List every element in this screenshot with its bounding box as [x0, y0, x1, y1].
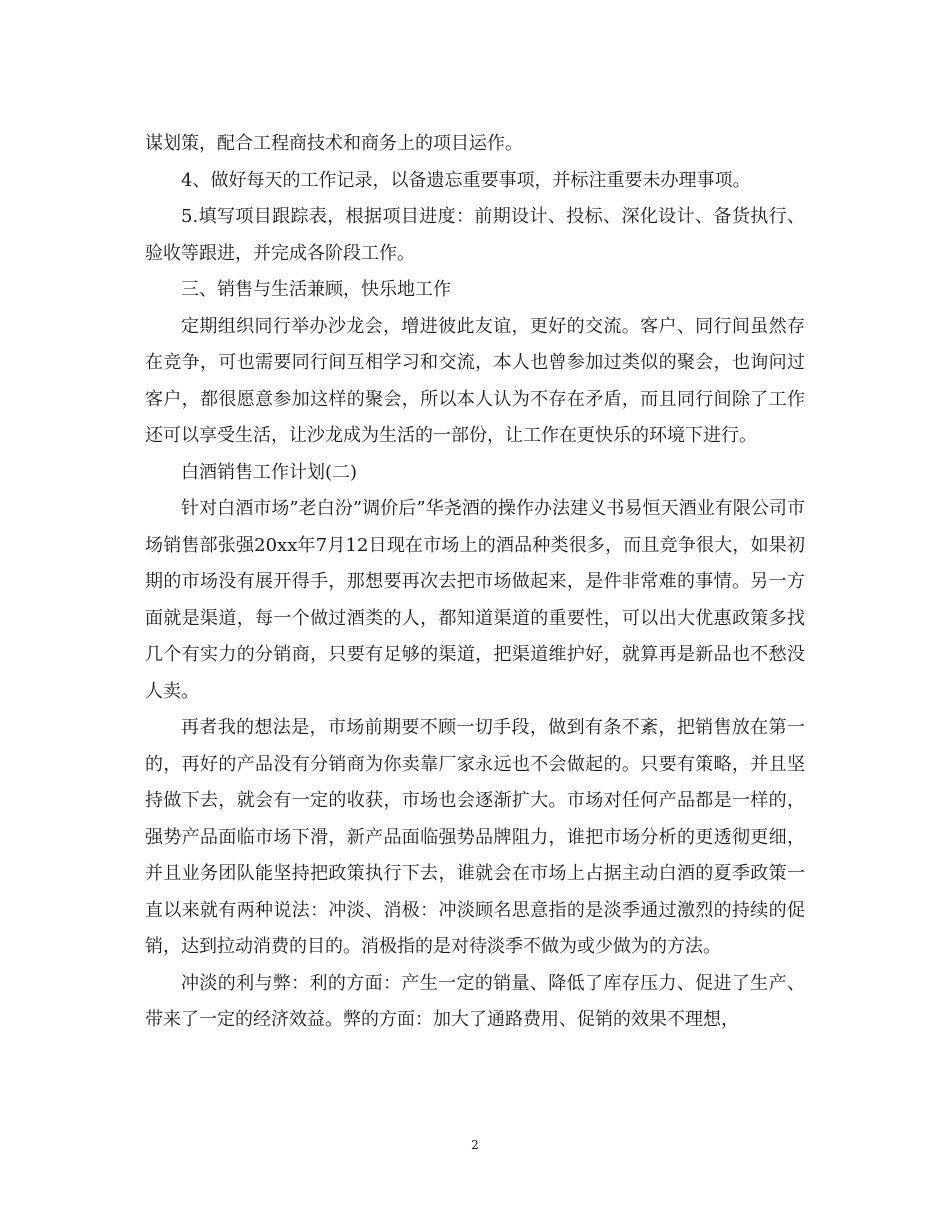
paragraph-item-5: 5.填写项目跟踪表，根据项目进度：前期设计、投标、深化设计、备货执行、验收等跟进，并完成各阶段工作。: [145, 206, 805, 264]
paragraph-item-4: 4、做好每天的工作记录，以备遗忘重要事项，并标注重要未办理事项。: [181, 169, 751, 191]
page-number: 2: [471, 1138, 479, 1152]
document-body: [145, 126, 805, 1039]
section-heading-3: 三、销售与生活兼顾，快乐地工作: [181, 279, 451, 300]
section-title-plan-2: 白酒销售工作计划(二): [181, 461, 358, 483]
paragraph-continuation: 谋划策，配合工程商技术和商务上的项目运作。: [145, 133, 523, 154]
paragraph-strategy: 再者我的想法是，市场前期要不顾一切手段，做到有条不紊，把销售放在第一的，再好的产品没有分销商为你卖靠厂家永远也不会做起的。只要有策略，并且坚持做下去，就会有一定的收获，市场也会逐渐扩大。市场对任何产品都是一样的，强势产品面临市场下滑，新产品面临强势品牌阻力，谁把市场分析的更透彻更细，并且业务团队能坚持把政策执行下去，谁就会在市场上占据主动白酒的夏季政策一直以来就有两种说法：冲淡、消极：冲淡顾名思意指的是淡季通过激烈的持续的促销，达到拉动消费的目的。消极指的是对待淡季不做为或少做为的方法。: [145, 717, 805, 957]
paragraph-pros-cons: 冲淡的利与弊：利的方面：产生一定的销量、降低了库存压力、促进了生产、带来了一定的经济效益。弊的方面：加大了通路费用、促销的效果不理想，: [145, 972, 805, 1030]
paragraph-salon: 定期组织同行举办沙龙会，增进彼此友谊，更好的交流。客户、同行间虽然存在竞争，可也需要同行间互相学习和交流，本人也曾参加过类似的聚会，也询问过客户，都很愿意参加这样的聚会，所以本人认为不存在矛盾，而且同行间除了工作还可以享受生活，让沙龙成为生活的一部份，让工作在更快乐的环境下进行。: [145, 315, 805, 446]
paragraph-market-proposal: 针对白酒市场”老白汾”调价后”华尧酒的操作办法建义书易恒天酒业有限公司市场销售部张强20xx年7月12日现在市场上的酒品种类很多，而且竞争很大，如果初期的市场没有展开得手，那想要再次去把市场做起来，是件非常难的事情。另一方面就是渠道，每一个做过酒类的人，都知道渠道的重要性，可以出大优惠政策多找几个有实力的分销商，只要有足够的渠道，把渠道维护好，就算再是新品也不愁没人卖。: [145, 498, 805, 702]
